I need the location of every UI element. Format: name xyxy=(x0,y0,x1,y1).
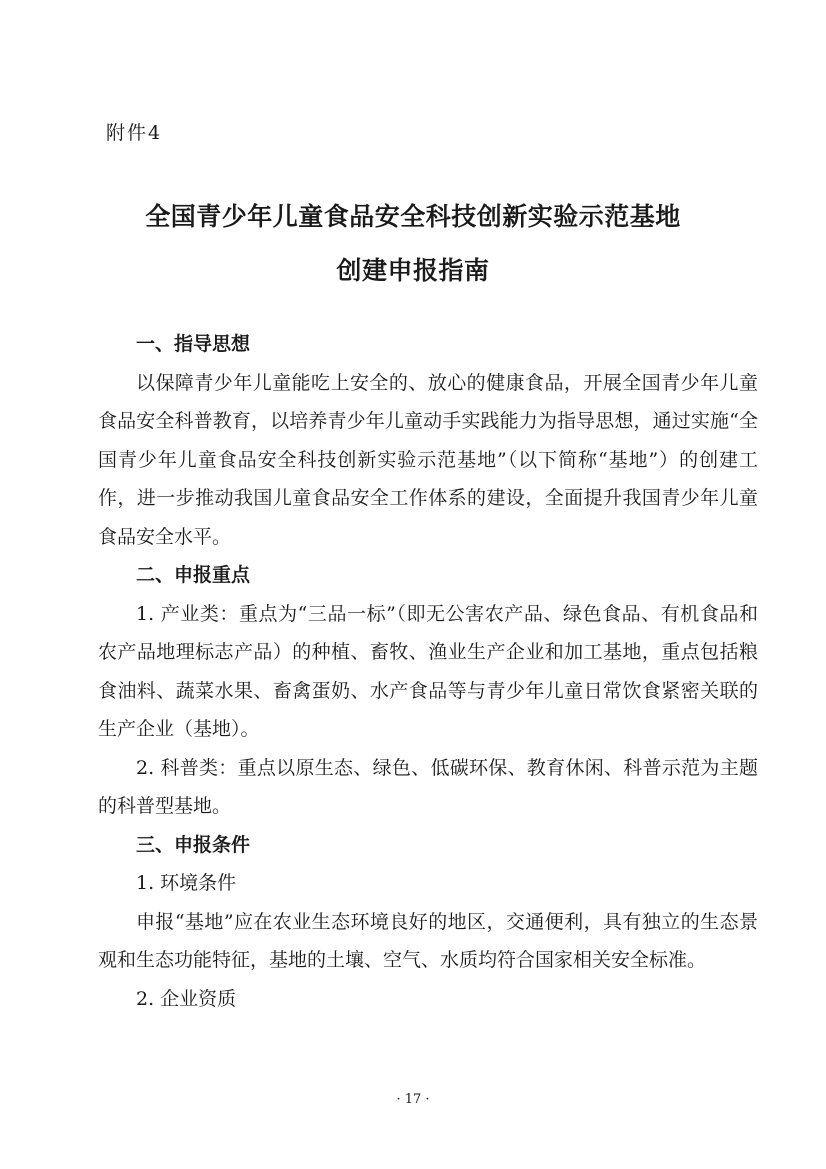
section-heading: 三、申报条件 xyxy=(136,833,251,856)
paragraph: 1. 产业类：重点为“三品一标”（即无公害农产品、绿色食品、有机食品和农产品地理标志产品）的种植、畜牧、渔业生产企业和加工基地，重点包括粮食油料、蔬菜水果、畜禽蛋奶、水产食品等与青少年儿童日常饮食紧密关联的生产企业（基地）。 xyxy=(98,602,758,740)
document-title-line-1: 全国青少年儿童食品安全科技创新实验示范基地 xyxy=(145,202,681,231)
subheading: 1. 环境条件 xyxy=(136,872,237,894)
subheading: 2. 企业资质 xyxy=(136,987,237,1010)
paragraph: 2. 科普类：重点以原生态、绿色、低碳环保、教育休闲、科普示范为主题的科普型基地。 xyxy=(98,756,758,817)
document-body xyxy=(98,325,758,1018)
document-title-line-2: 创建申报指南 xyxy=(336,256,490,285)
page-number: · 17 · xyxy=(396,1092,430,1107)
section-heading: 一、指导思想 xyxy=(136,333,251,355)
section-heading: 二、申报重点 xyxy=(136,564,251,586)
paragraph: 以保障青少年儿童能吃上安全的、放心的健康食品，开展全国青少年儿童食品安全科普教育，以培养青少年儿童动手实践能力为指导思想，通过实施“全国青少年儿童食品安全科技创新实验示范基地”（以下简称“基地”）的创建工作，进一步推动我国儿童食品安全工作体系的建设，全面提升我国青少年儿童食品安全水平。 xyxy=(98,371,758,548)
paragraph: 申报“基地”应在农业生态环境良好的地区，交通便利，具有独立的生态景观和生态功能特征，基地的土壤、空气、水质均符合国家相关安全标准。 xyxy=(98,910,758,971)
attachment-label: 附件4 xyxy=(106,122,163,144)
